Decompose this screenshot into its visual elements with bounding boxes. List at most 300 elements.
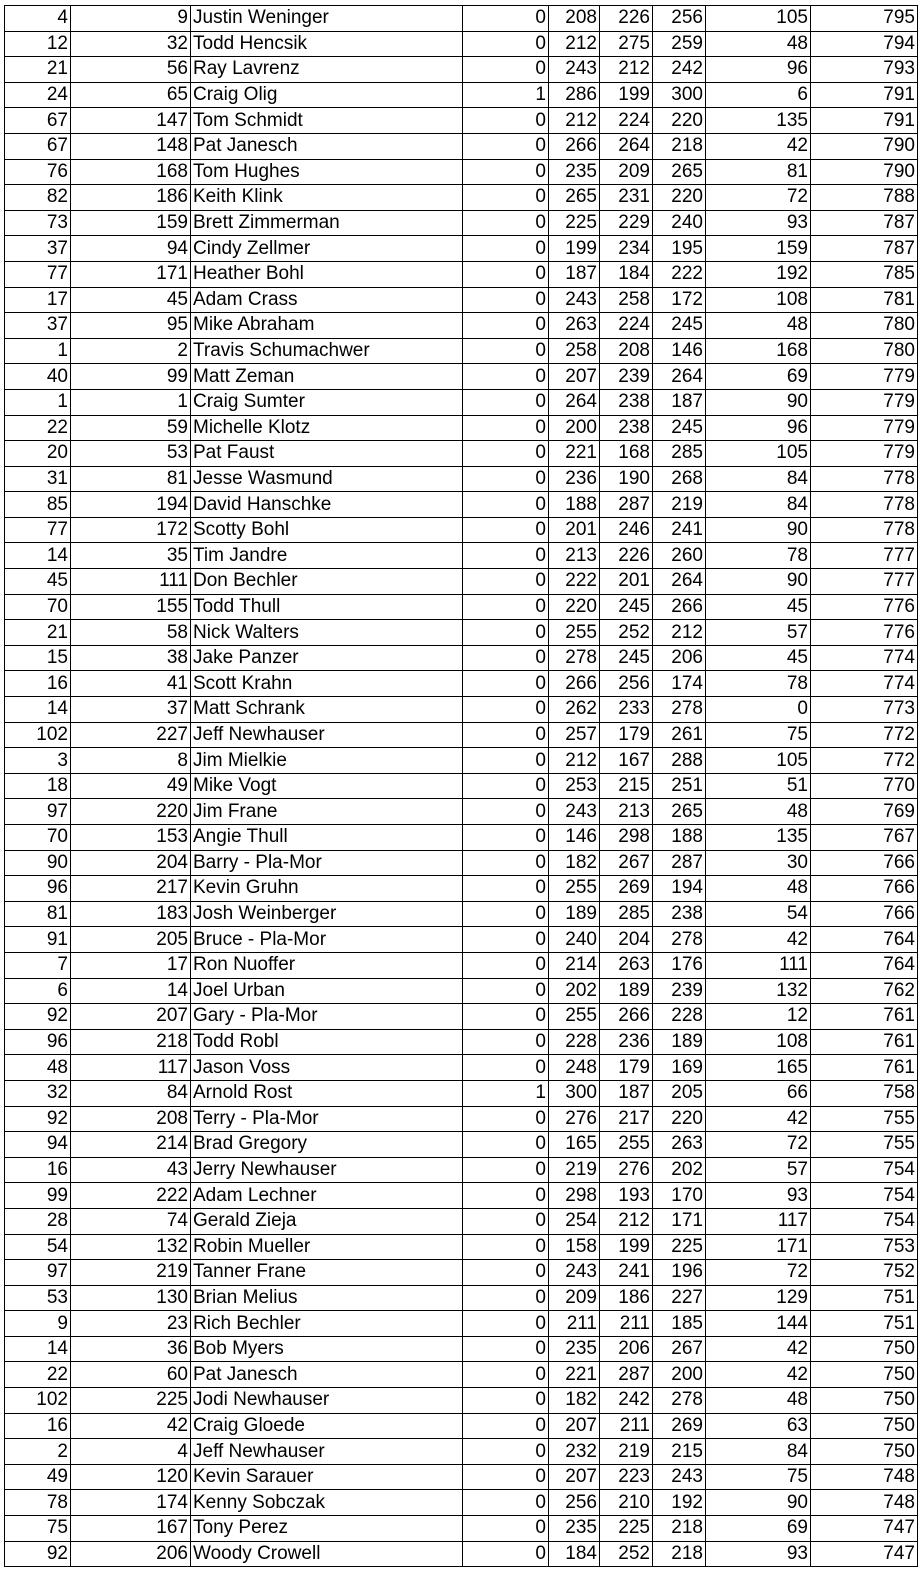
team-number-cell: 67 [5,108,71,134]
game-2-cell: 224 [600,108,653,134]
game-2-cell: 190 [600,466,653,492]
flag-cell: 0 [463,313,549,339]
total-cell: 758 [811,1080,918,1106]
total-cell: 754 [811,1183,918,1209]
game-2-cell: 215 [600,773,653,799]
game-1-cell: 276 [549,1106,600,1132]
game-1-cell: 187 [549,261,600,287]
entry-number-cell: 58 [71,620,191,646]
handicap-cell: 78 [706,671,811,697]
game-2-cell: 241 [600,1260,653,1286]
total-cell: 754 [811,1208,918,1234]
game-1-cell: 221 [549,441,600,467]
table-row [5,492,918,518]
game-1-cell: 266 [549,671,600,697]
bowler-name-cell: Adam Crass [191,287,463,313]
handicap-cell: 132 [706,978,811,1004]
handicap-cell: 117 [706,1208,811,1234]
total-cell: 750 [811,1413,918,1439]
team-number-cell: 16 [5,1157,71,1183]
entry-number-cell: 130 [71,1285,191,1311]
flag-cell: 0 [463,594,549,620]
entry-number-cell: 120 [71,1464,191,1490]
handicap-cell: 93 [706,1541,811,1567]
team-number-cell: 77 [5,261,71,287]
handicap-cell: 81 [706,159,811,185]
flag-cell: 0 [463,825,549,851]
game-1-cell: 165 [549,1132,600,1158]
game-2-cell: 298 [600,825,653,851]
entry-number-cell: 9 [71,6,191,32]
game-2-cell: 242 [600,1388,653,1414]
game-1-cell: 189 [549,901,600,927]
entry-number-cell: 1 [71,389,191,415]
table-row [5,31,918,57]
team-number-cell: 6 [5,978,71,1004]
game-1-cell: 255 [549,1004,600,1030]
flag-cell: 0 [463,1516,549,1542]
game-3-cell: 225 [653,1234,706,1260]
handicap-cell: 51 [706,773,811,799]
flag-cell: 0 [463,210,549,236]
bowler-name-cell: Craig Gloede [191,1413,463,1439]
handicap-cell: 165 [706,1055,811,1081]
entry-number-cell: 84 [71,1080,191,1106]
flag-cell: 0 [463,364,549,390]
game-2-cell: 252 [600,620,653,646]
game-1-cell: 243 [549,799,600,825]
team-number-cell: 92 [5,1106,71,1132]
flag-cell: 0 [463,1234,549,1260]
handicap-cell: 159 [706,236,811,262]
team-number-cell: 75 [5,1516,71,1542]
bowler-name-cell: Jim Frane [191,799,463,825]
flag-cell: 0 [463,1388,549,1414]
bowler-name-cell: Todd Thull [191,594,463,620]
handicap-cell: 105 [706,748,811,774]
game-1-cell: 209 [549,1285,600,1311]
flag-cell: 0 [463,978,549,1004]
table-row [5,1413,918,1439]
game-3-cell: 205 [653,1080,706,1106]
game-2-cell: 212 [600,57,653,83]
bowler-name-cell: Jodi Newhauser [191,1388,463,1414]
handicap-cell: 90 [706,1490,811,1516]
bowler-name-cell: Kenny Sobczak [191,1490,463,1516]
total-cell: 751 [811,1311,918,1337]
team-number-cell: 16 [5,1413,71,1439]
game-2-cell: 255 [600,1132,653,1158]
flag-cell: 0 [463,492,549,518]
table-row [5,620,918,646]
entry-number-cell: 219 [71,1260,191,1286]
bowler-name-cell: Justin Weninger [191,6,463,32]
game-2-cell: 263 [600,952,653,978]
bowler-name-cell: Craig Olig [191,82,463,108]
total-cell: 762 [811,978,918,1004]
entry-number-cell: 8 [71,748,191,774]
flag-cell: 0 [463,133,549,159]
bowler-name-cell: Jerry Newhauser [191,1157,463,1183]
table-row [5,1388,918,1414]
flag-cell: 0 [463,415,549,441]
entry-number-cell: 167 [71,1516,191,1542]
game-2-cell: 269 [600,876,653,902]
handicap-cell: 42 [706,1106,811,1132]
total-cell: 751 [811,1285,918,1311]
game-1-cell: 254 [549,1208,600,1234]
game-2-cell: 199 [600,82,653,108]
team-number-cell: 9 [5,1311,71,1337]
flag-cell: 0 [463,1132,549,1158]
game-1-cell: 248 [549,1055,600,1081]
game-3-cell: 194 [653,876,706,902]
entry-number-cell: 95 [71,313,191,339]
game-1-cell: 220 [549,594,600,620]
total-cell: 748 [811,1490,918,1516]
team-number-cell: 102 [5,722,71,748]
total-cell: 764 [811,927,918,953]
team-number-cell: 85 [5,492,71,518]
table-row [5,697,918,723]
game-3-cell: 256 [653,6,706,32]
entry-number-cell: 65 [71,82,191,108]
flag-cell: 0 [463,159,549,185]
game-3-cell: 264 [653,364,706,390]
table-row [5,466,918,492]
team-number-cell: 2 [5,1439,71,1465]
table-row [5,364,918,390]
team-number-cell: 76 [5,159,71,185]
table-row [5,236,918,262]
game-3-cell: 185 [653,1311,706,1337]
game-1-cell: 266 [549,133,600,159]
game-2-cell: 245 [600,645,653,671]
game-3-cell: 278 [653,697,706,723]
handicap-cell: 108 [706,1029,811,1055]
flag-cell: 0 [463,441,549,467]
handicap-cell: 129 [706,1285,811,1311]
game-3-cell: 219 [653,492,706,518]
game-3-cell: 227 [653,1285,706,1311]
game-1-cell: 235 [549,1336,600,1362]
game-2-cell: 206 [600,1336,653,1362]
team-number-cell: 91 [5,927,71,953]
total-cell: 766 [811,876,918,902]
total-cell: 755 [811,1132,918,1158]
bowler-name-cell: Gerald Zieja [191,1208,463,1234]
game-3-cell: 228 [653,1004,706,1030]
entry-number-cell: 204 [71,850,191,876]
game-3-cell: 195 [653,236,706,262]
team-number-cell: 37 [5,236,71,262]
handicap-cell: 75 [706,722,811,748]
table-row [5,517,918,543]
game-3-cell: 176 [653,952,706,978]
flag-cell: 0 [463,671,549,697]
total-cell: 776 [811,594,918,620]
handicap-cell: 12 [706,1004,811,1030]
total-cell: 777 [811,569,918,595]
table-row [5,287,918,313]
game-3-cell: 218 [653,1541,706,1567]
entry-number-cell: 227 [71,722,191,748]
team-number-cell: 28 [5,1208,71,1234]
handicap-cell: 66 [706,1080,811,1106]
bowler-name-cell: Woody Crowell [191,1541,463,1567]
game-3-cell: 278 [653,927,706,953]
handicap-cell: 30 [706,850,811,876]
entry-number-cell: 208 [71,1106,191,1132]
team-number-cell: 1 [5,389,71,415]
game-1-cell: 202 [549,978,600,1004]
table-row [5,799,918,825]
bowler-name-cell: Kevin Sarauer [191,1464,463,1490]
handicap-cell: 45 [706,594,811,620]
team-number-cell: 82 [5,185,71,211]
game-3-cell: 200 [653,1362,706,1388]
bowler-name-cell: Todd Hencsik [191,31,463,57]
handicap-cell: 84 [706,492,811,518]
game-3-cell: 267 [653,1336,706,1362]
table-row [5,773,918,799]
game-2-cell: 201 [600,569,653,595]
entry-number-cell: 35 [71,543,191,569]
game-2-cell: 234 [600,236,653,262]
entry-number-cell: 60 [71,1362,191,1388]
handicap-cell: 6 [706,82,811,108]
game-2-cell: 267 [600,850,653,876]
total-cell: 788 [811,185,918,211]
game-3-cell: 239 [653,978,706,1004]
table-row [5,1157,918,1183]
bowler-name-cell: Josh Weinberger [191,901,463,927]
handicap-cell: 93 [706,210,811,236]
team-number-cell: 70 [5,594,71,620]
team-number-cell: 102 [5,1388,71,1414]
team-number-cell: 48 [5,1055,71,1081]
table-row [5,952,918,978]
team-number-cell: 97 [5,1260,71,1286]
game-3-cell: 212 [653,620,706,646]
handicap-cell: 93 [706,1183,811,1209]
entry-number-cell: 38 [71,645,191,671]
bowler-name-cell: Keith Klink [191,185,463,211]
team-number-cell: 96 [5,1029,71,1055]
game-3-cell: 263 [653,1132,706,1158]
game-3-cell: 300 [653,82,706,108]
game-3-cell: 269 [653,1413,706,1439]
handicap-cell: 96 [706,57,811,83]
flag-cell: 0 [463,1004,549,1030]
table-row [5,671,918,697]
handicap-cell: 84 [706,1439,811,1465]
team-number-cell: 15 [5,645,71,671]
game-3-cell: 285 [653,441,706,467]
total-cell: 748 [811,1464,918,1490]
total-cell: 777 [811,543,918,569]
bowler-name-cell: Jake Panzer [191,645,463,671]
entry-number-cell: 49 [71,773,191,799]
game-2-cell: 186 [600,1285,653,1311]
team-number-cell: 45 [5,569,71,595]
total-cell: 755 [811,1106,918,1132]
game-1-cell: 212 [549,31,600,57]
entry-number-cell: 205 [71,927,191,953]
bowler-name-cell: Tom Hughes [191,159,463,185]
entry-number-cell: 206 [71,1541,191,1567]
table-row [5,876,918,902]
bowler-name-cell: Mike Abraham [191,313,463,339]
bowler-name-cell: Brett Zimmerman [191,210,463,236]
bowler-name-cell: Tanner Frane [191,1260,463,1286]
entry-number-cell: 207 [71,1004,191,1030]
flag-cell: 0 [463,1029,549,1055]
table-row [5,1055,918,1081]
flag-cell: 0 [463,1157,549,1183]
bowler-name-cell: Brad Gregory [191,1132,463,1158]
handicap-cell: 42 [706,927,811,953]
team-number-cell: 37 [5,313,71,339]
flag-cell: 0 [463,799,549,825]
total-cell: 779 [811,415,918,441]
game-2-cell: 238 [600,389,653,415]
game-3-cell: 218 [653,133,706,159]
total-cell: 787 [811,210,918,236]
table-row [5,82,918,108]
flag-cell: 0 [463,876,549,902]
table-row [5,1234,918,1260]
team-number-cell: 32 [5,1080,71,1106]
flag-cell: 0 [463,1362,549,1388]
game-1-cell: 199 [549,236,600,262]
bowler-name-cell: Travis Schumachwer [191,338,463,364]
bowler-name-cell: Joel Urban [191,978,463,1004]
bowler-name-cell: Matt Zeman [191,364,463,390]
team-number-cell: 96 [5,876,71,902]
game-1-cell: 222 [549,569,600,595]
handicap-cell: 111 [706,952,811,978]
team-number-cell: 21 [5,57,71,83]
entry-number-cell: 37 [71,697,191,723]
team-number-cell: 31 [5,466,71,492]
game-3-cell: 245 [653,415,706,441]
game-2-cell: 264 [600,133,653,159]
table-row [5,1029,918,1055]
game-1-cell: 300 [549,1080,600,1106]
bowler-name-cell: David Hanschke [191,492,463,518]
table-row [5,210,918,236]
game-2-cell: 204 [600,927,653,953]
entry-number-cell: 4 [71,1439,191,1465]
game-2-cell: 212 [600,1208,653,1234]
game-2-cell: 252 [600,1541,653,1567]
entry-number-cell: 155 [71,594,191,620]
team-number-cell: 99 [5,1183,71,1209]
total-cell: 774 [811,671,918,697]
total-cell: 766 [811,850,918,876]
table-row [5,1260,918,1286]
game-3-cell: 268 [653,466,706,492]
bowler-name-cell: Bruce - Pla-Mor [191,927,463,953]
game-3-cell: 220 [653,108,706,134]
flag-cell: 0 [463,1336,549,1362]
handicap-cell: 96 [706,415,811,441]
game-3-cell: 171 [653,1208,706,1234]
game-1-cell: 207 [549,364,600,390]
game-2-cell: 184 [600,261,653,287]
bowler-name-cell: Angie Thull [191,825,463,851]
handicap-cell: 90 [706,389,811,415]
flag-cell: 0 [463,185,549,211]
table-row [5,1464,918,1490]
bowler-name-cell: Ron Nuoffer [191,952,463,978]
entry-number-cell: 36 [71,1336,191,1362]
game-2-cell: 266 [600,1004,653,1030]
entry-number-cell: 94 [71,236,191,262]
handicap-cell: 48 [706,1388,811,1414]
handicap-cell: 108 [706,287,811,313]
game-2-cell: 287 [600,1362,653,1388]
total-cell: 779 [811,441,918,467]
handicap-cell: 0 [706,697,811,723]
flag-cell: 0 [463,1055,549,1081]
flag-cell: 0 [463,748,549,774]
game-2-cell: 199 [600,1234,653,1260]
bowler-name-cell: Pat Faust [191,441,463,467]
handicap-cell: 171 [706,1234,811,1260]
table-row [5,57,918,83]
entry-number-cell: 23 [71,1311,191,1337]
game-1-cell: 225 [549,210,600,236]
game-2-cell: 209 [600,159,653,185]
flag-cell: 0 [463,952,549,978]
team-number-cell: 24 [5,82,71,108]
handicap-cell: 75 [706,1464,811,1490]
total-cell: 764 [811,952,918,978]
game-3-cell: 242 [653,57,706,83]
team-number-cell: 94 [5,1132,71,1158]
game-2-cell: 236 [600,1029,653,1055]
table-row [5,825,918,851]
total-cell: 750 [811,1439,918,1465]
standings-table [4,5,918,1567]
handicap-cell: 48 [706,31,811,57]
game-1-cell: 188 [549,492,600,518]
entry-number-cell: 214 [71,1132,191,1158]
game-3-cell: 220 [653,185,706,211]
total-cell: 776 [811,620,918,646]
total-cell: 779 [811,364,918,390]
total-cell: 766 [811,901,918,927]
game-3-cell: 265 [653,799,706,825]
entry-number-cell: 172 [71,517,191,543]
bowler-name-cell: Gary - Pla-Mor [191,1004,463,1030]
table-row [5,1285,918,1311]
team-number-cell: 40 [5,364,71,390]
handicap-cell: 63 [706,1413,811,1439]
game-1-cell: 211 [549,1311,600,1337]
flag-cell: 0 [463,338,549,364]
handicap-cell: 90 [706,517,811,543]
game-1-cell: 212 [549,748,600,774]
table-row [5,1439,918,1465]
flag-cell: 0 [463,569,549,595]
table-row [5,1132,918,1158]
flag-cell: 0 [463,108,549,134]
game-2-cell: 229 [600,210,653,236]
total-cell: 750 [811,1388,918,1414]
